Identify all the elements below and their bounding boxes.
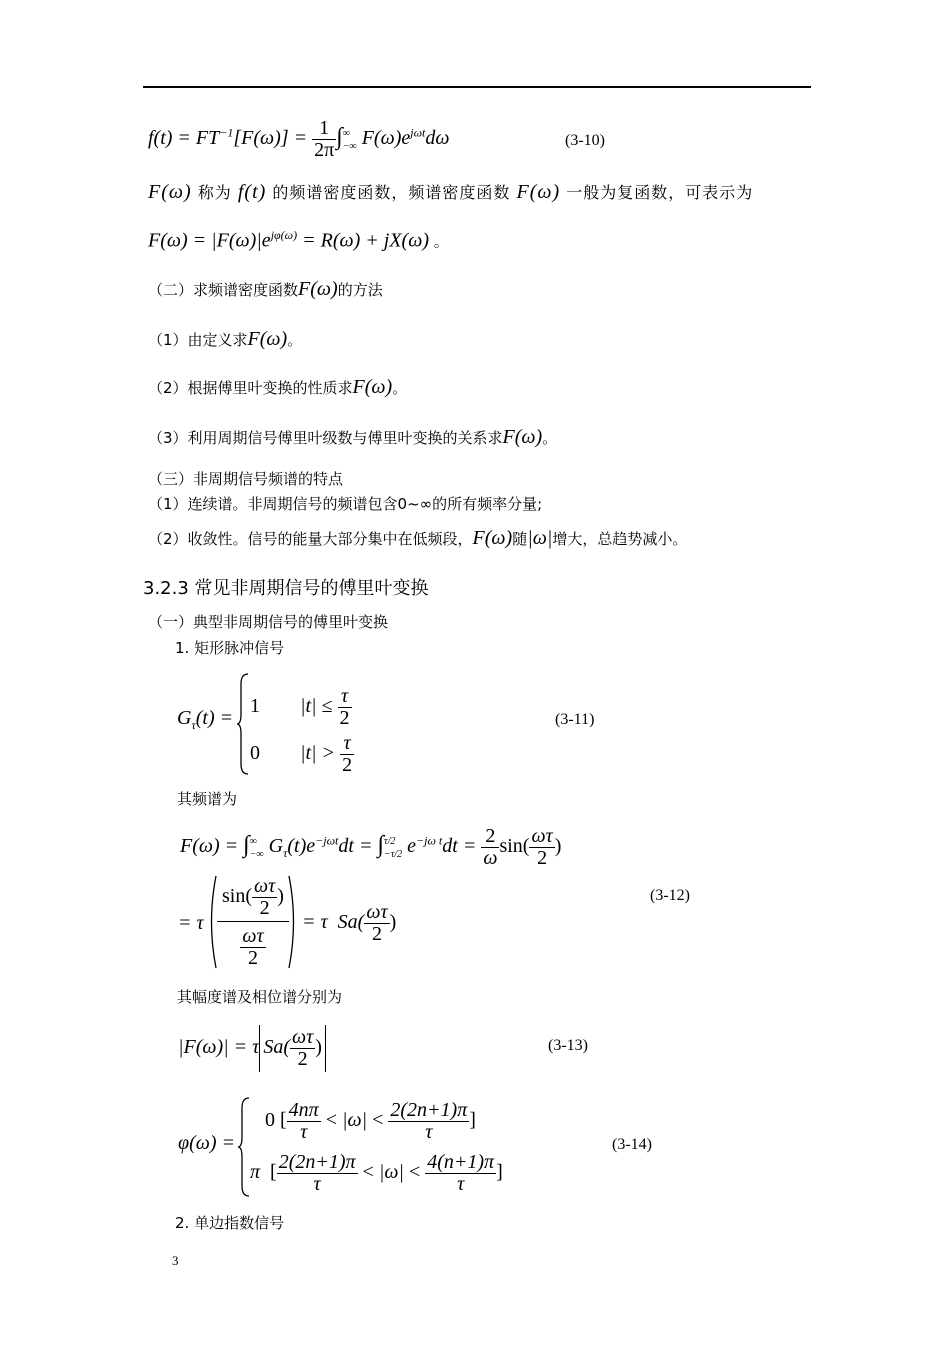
amplitude-phase-label: 其幅度谱及相位谱分别为 (177, 988, 343, 1006)
method-1: （1）由定义求F(ω)。 (148, 328, 303, 350)
phase-case-pi: π [ $\frac{2(2n+1)\pi}{\tau}$ < |ω| < $\frac{4(n+1)\pi}{\tau}$ ] (250, 1151, 503, 1195)
phase-case-0: 0 [ $\frac{4n\pi}{\tau}$ < |ω| < $\frac{2(2n+1)\pi}{\tau}$ ] (265, 1099, 476, 1143)
equation-3-10: $f(t) = FT^{-1}[F(\omega)]$ = $\frac{1}{2\pi}$ ∫ ∞ −∞ $F(\omega)e^{j\omega t}d\omega$ (148, 117, 450, 161)
section-methods-heading: （二）求频谱密度函数F(ω)的方法 (148, 278, 383, 300)
subsection-heading: （一）典型非周期信号的傅里叶变换 (148, 613, 389, 631)
equation-number: (3-13) (548, 1037, 588, 1054)
right-paren (287, 874, 301, 970)
item-rectangular-pulse: 1. 矩形脉冲信号 (175, 639, 285, 657)
equation-number: (3-12) (650, 887, 690, 904)
spectrum-label: 其频谱为 (177, 790, 238, 808)
left-paren (204, 874, 218, 970)
equation-3-13: |F(ω)| = τ Sa( $\frac{\omega\tau}{2}$ ) (178, 1025, 326, 1072)
equation-3-12-line2-sa: = τ Sa( $\frac{\omega\tau}{2}$ ) (302, 901, 397, 945)
paragraph-spectral-density: F(ω) 称为 f(t) 的频谱密度函数，频谱密度函数 F(ω) 一般为复函数，可表示为 (148, 181, 754, 203)
equation-complex-form: $F(\omega) = |F(\omega)|e^{j\varphi(\omega)} = R(\omega) + jX(\omega)$ 。 (148, 228, 449, 252)
left-brace (236, 672, 250, 776)
header-rule (143, 86, 811, 88)
section-features-heading: （三）非周期信号频谱的特点 (148, 470, 344, 488)
equation-number: (3-11) (555, 711, 595, 728)
feature-1: （1）连续谱。非周期信号的频谱包含0~∞的所有频率分量; (148, 495, 543, 513)
equation-number: (3-10) (565, 132, 605, 149)
equation-3-12-line2-prefix: = τ (178, 912, 204, 934)
equation-3-12-line1: F(ω) = ∫ ∞ −∞ $G_\tau(t)e^{-j\omega t}dt$ = ∫ τ/2 −τ/2 $e^{-j\omega t}dt$ = $\frac{2}{\omega}$ sin( $\frac{\omega\tau}{2}$ ) (180, 825, 562, 869)
left-brace (237, 1096, 251, 1198)
method-2: （2）根据傅里叶变换的性质求F(ω)。 (148, 376, 408, 398)
sinc-fraction: sin( $\frac{\omega\tau}{2}$ ) $\frac{\omega\tau}{2}$ (217, 876, 289, 969)
item-one-sided-exponential: 2. 单边指数信号 (175, 1214, 285, 1232)
page-number: 3 (172, 1253, 179, 1268)
feature-2: （2）收敛性。信号的能量大部分集中在低频段，F(ω)随|ω|增大，总趋势减小。 (148, 527, 688, 549)
equation-3-11-lhs: $G_\tau(t)$ = (177, 707, 234, 732)
case-outside: 0 |t| > $\frac{\tau}{2}$ (250, 732, 353, 776)
equation-number: (3-14) (612, 1136, 652, 1153)
equation-3-14-lhs: φ(ω) = (178, 1132, 236, 1154)
case-inside: 1 |t| ≤ $\frac{\tau}{2}$ (250, 685, 350, 729)
section-3-2-3-heading: 3.2.3 常见非周期信号的傅里叶变换 (143, 578, 429, 599)
method-3: （3）利用周期信号傅里叶级数与傅里叶变换的关系求F(ω)。 (148, 426, 558, 448)
